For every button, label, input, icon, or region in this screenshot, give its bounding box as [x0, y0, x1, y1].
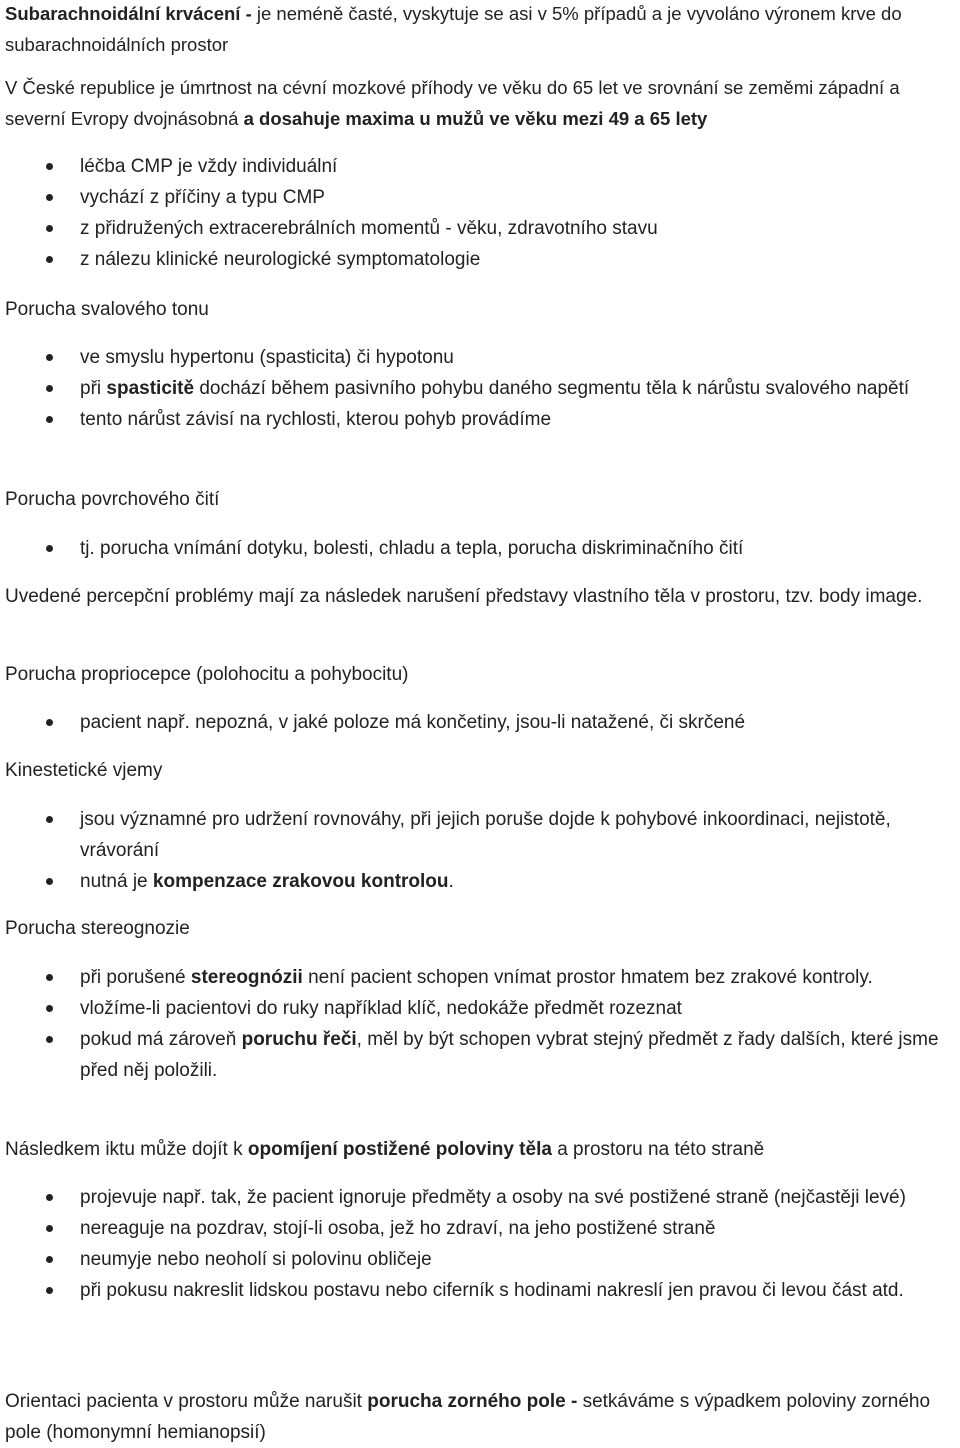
paragraph-neglect: [5, 1134, 958, 1165]
list-item: léčba CMP je vždy individuální: [0, 151, 960, 182]
spasticity-post: dochází během pasivního pohybu daného segmentu těla k nárůstu svalového napětí: [194, 378, 910, 399]
visual-field-pre: Orientaci pacienta v prostoru může narušit: [5, 1391, 368, 1412]
heading-kinesthetic: Kinestetické vjemy: [5, 760, 163, 781]
neglect-post: a prostoru na této straně: [551, 1139, 765, 1160]
list-item: pacient např. nepozná, v jaké poloze má končetiny, jsou-li natažené, či skrčené: [0, 707, 960, 738]
compensation-pre: nutná je: [80, 871, 153, 892]
list-item: [0, 866, 960, 897]
list-item: nereaguje na pozdrav, stojí-li osoba, jež ho zdraví, na jeho postižené straně: [0, 1213, 960, 1244]
neglect-pre: Následkem iktu může dojít k: [5, 1139, 248, 1160]
neglect-list: [0, 1182, 960, 1306]
neglect-term: opomíjení postižené poloviny těla: [247, 1139, 552, 1160]
proprioception-term: Porucha propriocepce: [5, 664, 191, 685]
mortality-text: V České republice je úmrtnost na cévní mozkové příhody ve věku do 65 let ve srovnání se zeměmi západní a severní Evropy dvojnásobná: [5, 77, 900, 129]
surface-sensation-list: [0, 533, 960, 564]
paragraph-mortality: [5, 72, 958, 134]
stereognosis-post: není pacient schopen vnímat prostor hmatem bez zrakové kontroly.: [302, 967, 873, 988]
heading-muscle-tone: Porucha svalového tonu: [5, 299, 209, 320]
speech-pre: pokud má zároveň: [80, 1029, 242, 1050]
list-item: projevuje např. tak, že pacient ignoruje předměty a osoby na své postižené straně (nejčastěji levé): [0, 1182, 960, 1213]
compensation-term: kompenzace zrakovou kontrolou: [152, 871, 449, 892]
spasticity-pre: při: [80, 378, 107, 399]
muscle-tone-list: [0, 342, 960, 435]
speech-term: poruchu řeči: [241, 1029, 357, 1050]
list-item: vložíme-li pacientovi do ruky například klíč, nedokáže předmět rozeznat: [0, 993, 960, 1024]
paragraph-visual-field: [5, 1386, 958, 1448]
proprioception-list: [0, 707, 960, 738]
treatment-list: [0, 151, 960, 275]
visual-field-term: porucha zorného pole -: [367, 1391, 578, 1412]
subarachnoid-description: je neméně časté, vyskytuje se asi v 5% případů a je vyvoláno výronem krve do subarachnoidálních prostor: [5, 3, 902, 55]
stereognosis-pre: při porušené: [80, 967, 191, 988]
heading-surface-sensation: Porucha povrchového čití: [5, 489, 220, 510]
paragraph-body-image: Uvedené percepční problémy mají za následek narušení představy vlastního těla v prostoru, tzv. body image.: [5, 586, 923, 607]
list-item: z nálezu klinické neurologické symptomatologie: [0, 244, 960, 275]
stereognosis-list: [0, 962, 960, 1086]
mortality-bold: a dosahuje maxima u mužů ve věku mezi 49 a 65 lety: [243, 108, 708, 129]
spasticity-term: spasticitě: [106, 378, 195, 399]
kinesthetic-list: [0, 804, 960, 897]
list-item: při pokusu nakreslit lidskou postavu nebo ciferník s hodinami nakreslí jen pravou či levou část atd.: [0, 1275, 960, 1306]
term-subarachnoid: Subarachnoidální krvácení -: [5, 3, 252, 24]
list-item: ve smyslu hypertonu (spasticita) či hypotonu: [0, 342, 960, 373]
list-item: tento nárůst závisí na rychlosti, kterou pohyb provádíme: [0, 404, 960, 435]
list-item: tj. porucha vnímání dotyku, bolesti, chladu a tepla, porucha diskriminačního čití: [0, 533, 960, 564]
list-item: neumyje nebo neoholí si polovinu obličeje: [0, 1244, 960, 1275]
list-item: vychází z příčiny a typu CMP: [0, 182, 960, 213]
list-item: jsou významné pro udržení rovnováhy, při jejich poruše dojde k pohybové inkoordinaci, nejistotě, vrávorání: [0, 804, 960, 866]
visual-field-post: setkáváme s výpadkem poloviny zorného pole (homonymní hemianopsií): [5, 1391, 931, 1443]
heading-proprioception: [5, 659, 958, 690]
proprioception-note: (polohocitu a pohybocitu): [190, 664, 409, 685]
heading-stereognosis: Porucha stereognozie: [5, 918, 190, 939]
paragraph-subarachnoid: [5, 0, 958, 60]
list-item: [0, 962, 960, 993]
stereognosis-term: stereognózii: [190, 967, 303, 988]
list-item: [0, 1024, 960, 1086]
list-item: z přidružených extracerebrálních momentů - věku, zdravotního stavu: [0, 213, 960, 244]
list-item: [0, 373, 960, 404]
compensation-post: .: [448, 871, 454, 892]
speech-post: , měl by být schopen vybrat stejný předmět z řady dalších, které jsme před něj položili.: [80, 1029, 939, 1081]
